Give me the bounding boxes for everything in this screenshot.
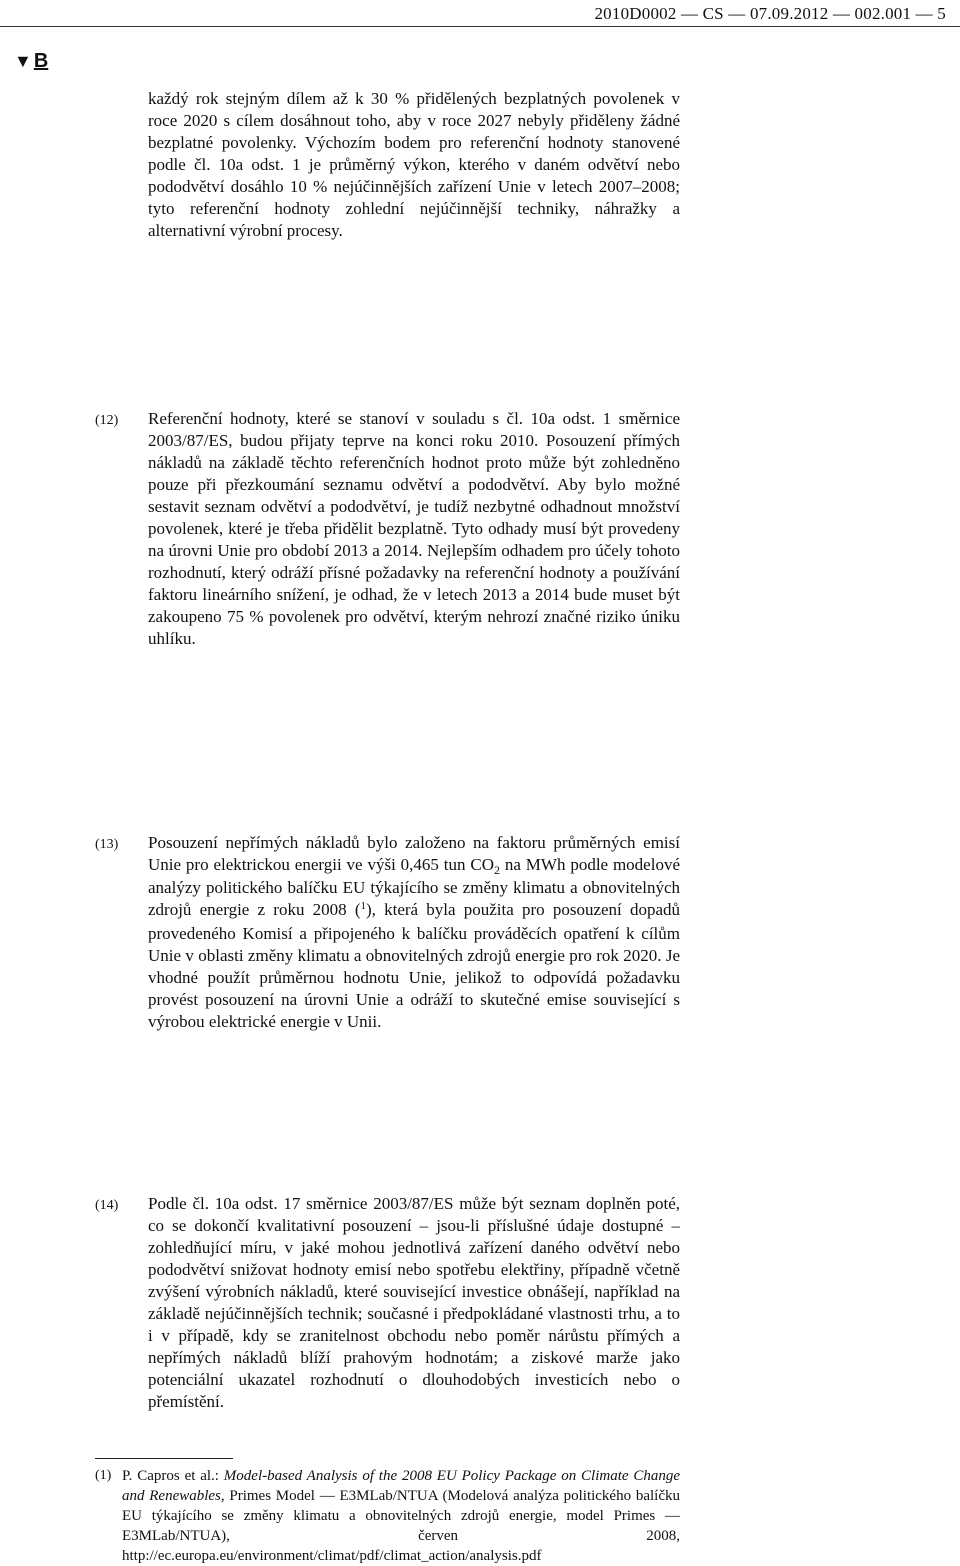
footnote-rest: , Primes Model — E3MLab/NTUA (Modelová analýza politického balíčku EU týkajícího se změny klimatu a obnovitelných zdrojů energie, model Primes — E3MLab/NTUA), červen 2008, http://ec.europa.eu/environment/climat/pdf/climat_action/analysis.pdf bbox=[122, 1488, 680, 1564]
document-reference: 2010D0002 — CS — 07.09.2012 — 002.001 — 5 bbox=[594, 4, 946, 23]
triangle-down-icon: ▼ bbox=[14, 51, 32, 71]
running-header bbox=[0, 0, 960, 30]
marker-label: B bbox=[33, 50, 49, 72]
paragraph-number-13: (13) bbox=[95, 837, 119, 852]
paragraph-text: Posouzení nepřímých nákladů bylo založeno na faktoru průměrných emisí Unie pro elektrickou energii ve výši 0,465 tun $CO_2$ na MWh podle modelové analýzy politického balíčku EU týkajícího se změny klimatu a obnovitelných zdrojů energie z roku 2008 ($^1$), která byla použita pro posouzení dopadů provedeného Komisí a připojeného k balíčku prováděcích opatření k cílům Unie v oblasti změny klimatu a obnovitelných zdrojů energie pro rok 2020. Je vhodné použít průměrnou hodnotu Unie, jelikož to odpovídá požadavku provést posouzení na úrovni Unie a odráží to skutečné emise související s výrobou elektrické energie v Unii. bbox=[148, 833, 681, 1031]
paragraph-12 bbox=[148, 408, 680, 650]
header-rule bbox=[0, 26, 960, 27]
subscript: 2 bbox=[494, 863, 500, 877]
amendment-marker bbox=[14, 50, 48, 73]
paragraph-text: každý rok stejným dílem až k 30 % přidělených bezplatných povolenek v roce 2020 s cílem dosáhnout toho, aby v roce 2027 nebyly přiděleny žádné bezplatné povolenky. Výchozím bodem pro referenční hodnoty stanovené podle čl. 10a odst. 1 je průměrný výkon, kterého v daném odvětví nebo pododvětví dosáhlo 10 % nejúčinnějších zařízení Unie v letech 2007–2008; tyto referenční hodnoty zohlední nejúčinnější techniky, náhražky a alternativní výrobní procesy. bbox=[148, 89, 680, 240]
paragraph-number-12: (12) bbox=[95, 413, 119, 428]
paragraph-continuation bbox=[148, 88, 680, 242]
paragraph-text: Referenční hodnoty, které se stanoví v souladu s čl. 10a odst. 1 směrnice 2003/87/ES, budou přijaty teprve na konci roku 2010. Posouzení přímých nákladů na základě těchto referenčních hodnot proto může být zohledněno pouze při přezkoumání seznamu odvětví a pododvětví. Aby bylo možné sestavit seznam odvětví a pododvětví, je tudíž nezbytné odhadnout množství povolenek, které je třeba přidělit bezplatně. Tyto odhady musí být provedeny na úrovni Unie pro období 2013 a 2014. Nejlepším odhadem pro účely tohoto rozhodnutí, který odráží přísné požadavky na referenční hodnoty a používání faktoru lineárního snížení, je odhad, že v letech 2013 a 2014 bude muset být zakoupeno 75 % povolenek pro odvětví, kterým nehrozí značné riziko úniku uhlíku. bbox=[148, 409, 680, 648]
paragraph-number-14: (14) bbox=[95, 1198, 119, 1213]
footnote-separator bbox=[95, 1458, 233, 1459]
footnote bbox=[122, 1466, 680, 1566]
paragraph-14 bbox=[148, 1193, 680, 1413]
footnote-authors: P. Capros et al.: bbox=[122, 1468, 224, 1484]
paragraph-text: Podle čl. 10a odst. 17 směrnice 2003/87/ES může být seznam doplněn poté, co se dokončí kvalitativní posouzení – jsou-li příslušné údaje dostupné – zohledňující míru, v jaké mohou jednotlivá zařízení daného odvětví nebo pododvětví snižovat hodnoty emisí nebo spotřebu elektřiny, případně včetně zvýšení výrobních nákladů, které související investice obnášejí, například na základě nejúčinnějších technik; současné i předpokládané vlastnosti trhu, a to i v případě, kdy se zranitelnost obchodu nebo poměr nárůstu přímých a nepřímých nákladů blíží prahovým hodnotám; a ziskové marže jako potenciální ukazatel rozhodnutí o dlouhodobých investicích nebo o přemístění. bbox=[148, 1194, 680, 1411]
paragraph-13 bbox=[148, 832, 680, 1033]
footnote-title: Model-based Analysis of the 2008 EU Policy Package on Climate Change and Renewables bbox=[122, 1468, 680, 1504]
footnote-reference[interactable]: 1 bbox=[360, 900, 366, 912]
footnote-mark: (1) bbox=[95, 1468, 112, 1483]
